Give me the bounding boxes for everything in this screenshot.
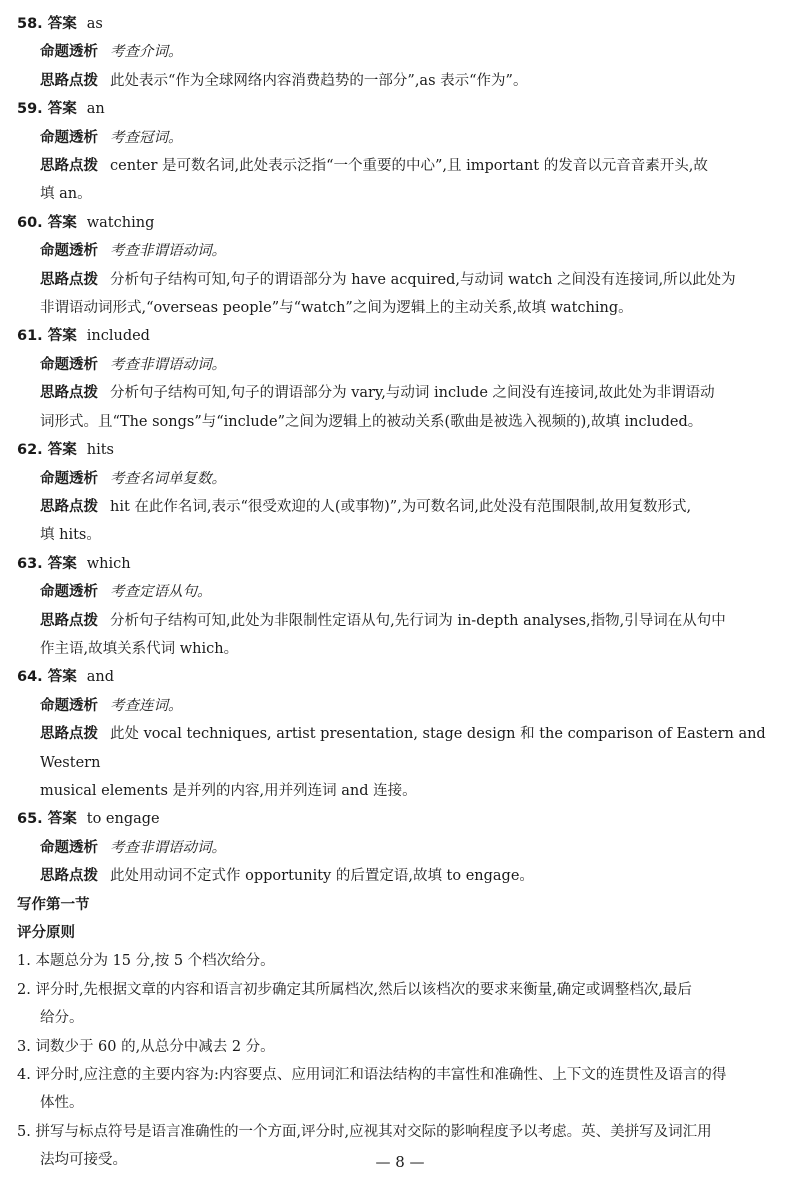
analysis-continuation: 作主语,故填关系代词 which。: [40, 640, 239, 657]
question-header: [17, 550, 784, 578]
scoring-rule-continuation: 给分。: [40, 1010, 84, 1027]
writing-section: [17, 891, 784, 1175]
scoring-rule-continuation: 法均可接受。: [40, 1152, 127, 1169]
question-header: [17, 209, 784, 237]
question-block: [17, 209, 784, 323]
answer-value: watching: [86, 214, 155, 231]
test-point-label: 命题透析: [40, 839, 98, 856]
answer-value: included: [86, 328, 150, 345]
test-point-line: [17, 692, 784, 720]
question-block: [17, 436, 784, 550]
answer-value: and: [86, 669, 115, 686]
answer-value: as: [86, 16, 103, 32]
question-block: [17, 95, 784, 209]
test-point-line: [17, 351, 784, 379]
scoring-rule: 1. 本题总分为 15 分,按 5 个档次给分。: [17, 953, 275, 970]
question-header: [17, 95, 784, 123]
analysis-text: 此处表示“作为全球网络内容消费趋势的一部分”,as 表示“作为”。: [110, 72, 528, 89]
question-header: [17, 663, 784, 691]
test-point-label: 命题透析: [40, 584, 98, 601]
answer-value: to engage: [86, 811, 160, 828]
analysis-continuation: 填 an。: [40, 186, 92, 203]
analysis-line: [17, 493, 784, 521]
test-point-label: 命题透析: [40, 44, 98, 61]
test-point-text: 考查名词单复数。: [110, 470, 226, 487]
analysis-continuation: 词形式。且“The songs”与“include”之间为逻辑上的被动关系(歌曲是被选入视频的),故填 included。: [40, 413, 703, 430]
question-number: 59. 答案: [17, 101, 77, 118]
test-point-line: [17, 124, 784, 152]
test-point-text: 考查连词。: [110, 697, 183, 714]
question-header: [17, 10, 784, 38]
question-number: 61. 答案: [17, 328, 77, 345]
test-point-line: [17, 465, 784, 493]
answer-value: which: [86, 555, 131, 572]
analysis-text: 分析句子结构可知,此处为非限制性定语从句,先行词为 in-depth analyses,指物,引导词在从句中: [110, 612, 726, 629]
analysis-line: [17, 152, 784, 180]
question-header: [17, 805, 784, 833]
question-number: 58. 答案: [17, 16, 77, 32]
analysis-label: 思路点拨: [40, 385, 98, 402]
scoring-rule-continuation: 体性。: [40, 1095, 84, 1112]
analysis-label: 思路点拨: [40, 498, 98, 515]
section-subtitle: 评分原则: [17, 925, 75, 941]
analysis-text: 分析句子结构可知,句子的谓语部分为 have acquired,与动词 watch 之间没有连接词,所以此处为: [110, 271, 736, 288]
test-point-text: 考查非谓语动词。: [110, 356, 226, 373]
analysis-text: hit 在此作名词,表示“很受欢迎的人(或事物)”,为可数名词,此处没有范围限制,故用复数形式,: [110, 498, 692, 515]
analysis-text: 此处用动词不定式作 opportunity 的后置定语,故填 to engage。: [110, 868, 534, 885]
analysis-label: 思路点拨: [40, 271, 98, 288]
analysis-line: [17, 379, 784, 407]
test-point-text: 考查非谓语动词。: [110, 839, 226, 856]
analysis-label: 思路点拨: [40, 612, 98, 629]
test-point-label: 命题透析: [40, 470, 98, 487]
analysis-text: 此处 vocal techniques, artist presentation, stage design 和 the comparison of Eastern and Western: [40, 726, 766, 771]
test-point-label: 命题透析: [40, 129, 98, 146]
test-point-label: 命题透析: [40, 356, 98, 373]
analysis-line: [17, 607, 784, 635]
analysis-continuation: 非谓语动词形式,“overseas people”与“watch”之间为逻辑上的主动关系,故填 watching。: [40, 300, 633, 317]
test-point-line: [17, 578, 784, 606]
question-block: [17, 10, 784, 95]
scoring-rule: 5. 拼写与标点符号是语言准确性的一个方面,评分时,应视其对交际的影响程度予以考虑。英、美拼写及词汇用: [17, 1123, 712, 1140]
analysis-text: 分析句子结构可知,句子的谓语部分为 vary,与动词 include 之间没有连接词,故此处为非谓语动: [110, 385, 715, 402]
analysis-line: [17, 720, 784, 777]
test-point-label: 命题透析: [40, 243, 98, 260]
question-number: 60. 答案: [17, 214, 77, 231]
answer-content: [0, 10, 800, 1175]
answer-value: an: [86, 101, 105, 118]
test-point-text: 考查非谓语动词。: [110, 243, 226, 260]
scoring-rule: 4. 评分时,应注意的主要内容为:内容要点、应用词汇和语法结构的丰富性和准确性、上下文的连贯性及语言的得: [17, 1067, 727, 1084]
scoring-rule: 2. 评分时,先根据文章的内容和语言初步确定其所属档次,然后以该档次的要求来衡量,确定或调整档次,最后: [17, 981, 692, 998]
question-number: 65. 答案: [17, 811, 77, 828]
analysis-line: [17, 266, 784, 294]
question-header: [17, 322, 784, 350]
question-block: [17, 550, 784, 664]
test-point-line: [17, 834, 784, 862]
analysis-continuation: musical elements 是并列的内容,用并列连词 and 连接。: [40, 782, 417, 799]
question-block: [17, 805, 784, 890]
test-point-line: [17, 237, 784, 265]
question-number: 64. 答案: [17, 669, 77, 686]
answer-value: hits: [86, 442, 114, 459]
analysis-label: 思路点拨: [40, 158, 98, 175]
page-number: — 8 —: [375, 1153, 425, 1171]
test-point-line: [17, 38, 784, 66]
analysis-label: 思路点拨: [40, 72, 98, 89]
scoring-rule: 3. 词数少于 60 的,从总分中减去 2 分。: [17, 1038, 275, 1055]
question-block: [17, 322, 784, 436]
question-number: 63. 答案: [17, 555, 77, 572]
question-header: [17, 436, 784, 464]
test-point-text: 考查介词。: [110, 44, 183, 61]
analysis-label: 思路点拨: [40, 868, 98, 885]
question-number: 62. 答案: [17, 442, 77, 459]
analysis-line: [17, 67, 784, 95]
analysis-continuation: 填 hits。: [40, 527, 101, 544]
section-title: 写作第一节: [17, 896, 90, 913]
test-point-label: 命题透析: [40, 697, 98, 714]
analysis-text: center 是可数名词,此处表示泛指“一个重要的中心”,且 important 的发音以元音音素开头,故: [110, 158, 708, 175]
test-point-text: 考查定语从句。: [110, 584, 212, 601]
analysis-line: [17, 862, 784, 890]
test-point-text: 考查冠词。: [110, 129, 183, 146]
question-block: [17, 663, 784, 805]
analysis-label: 思路点拨: [40, 726, 98, 743]
